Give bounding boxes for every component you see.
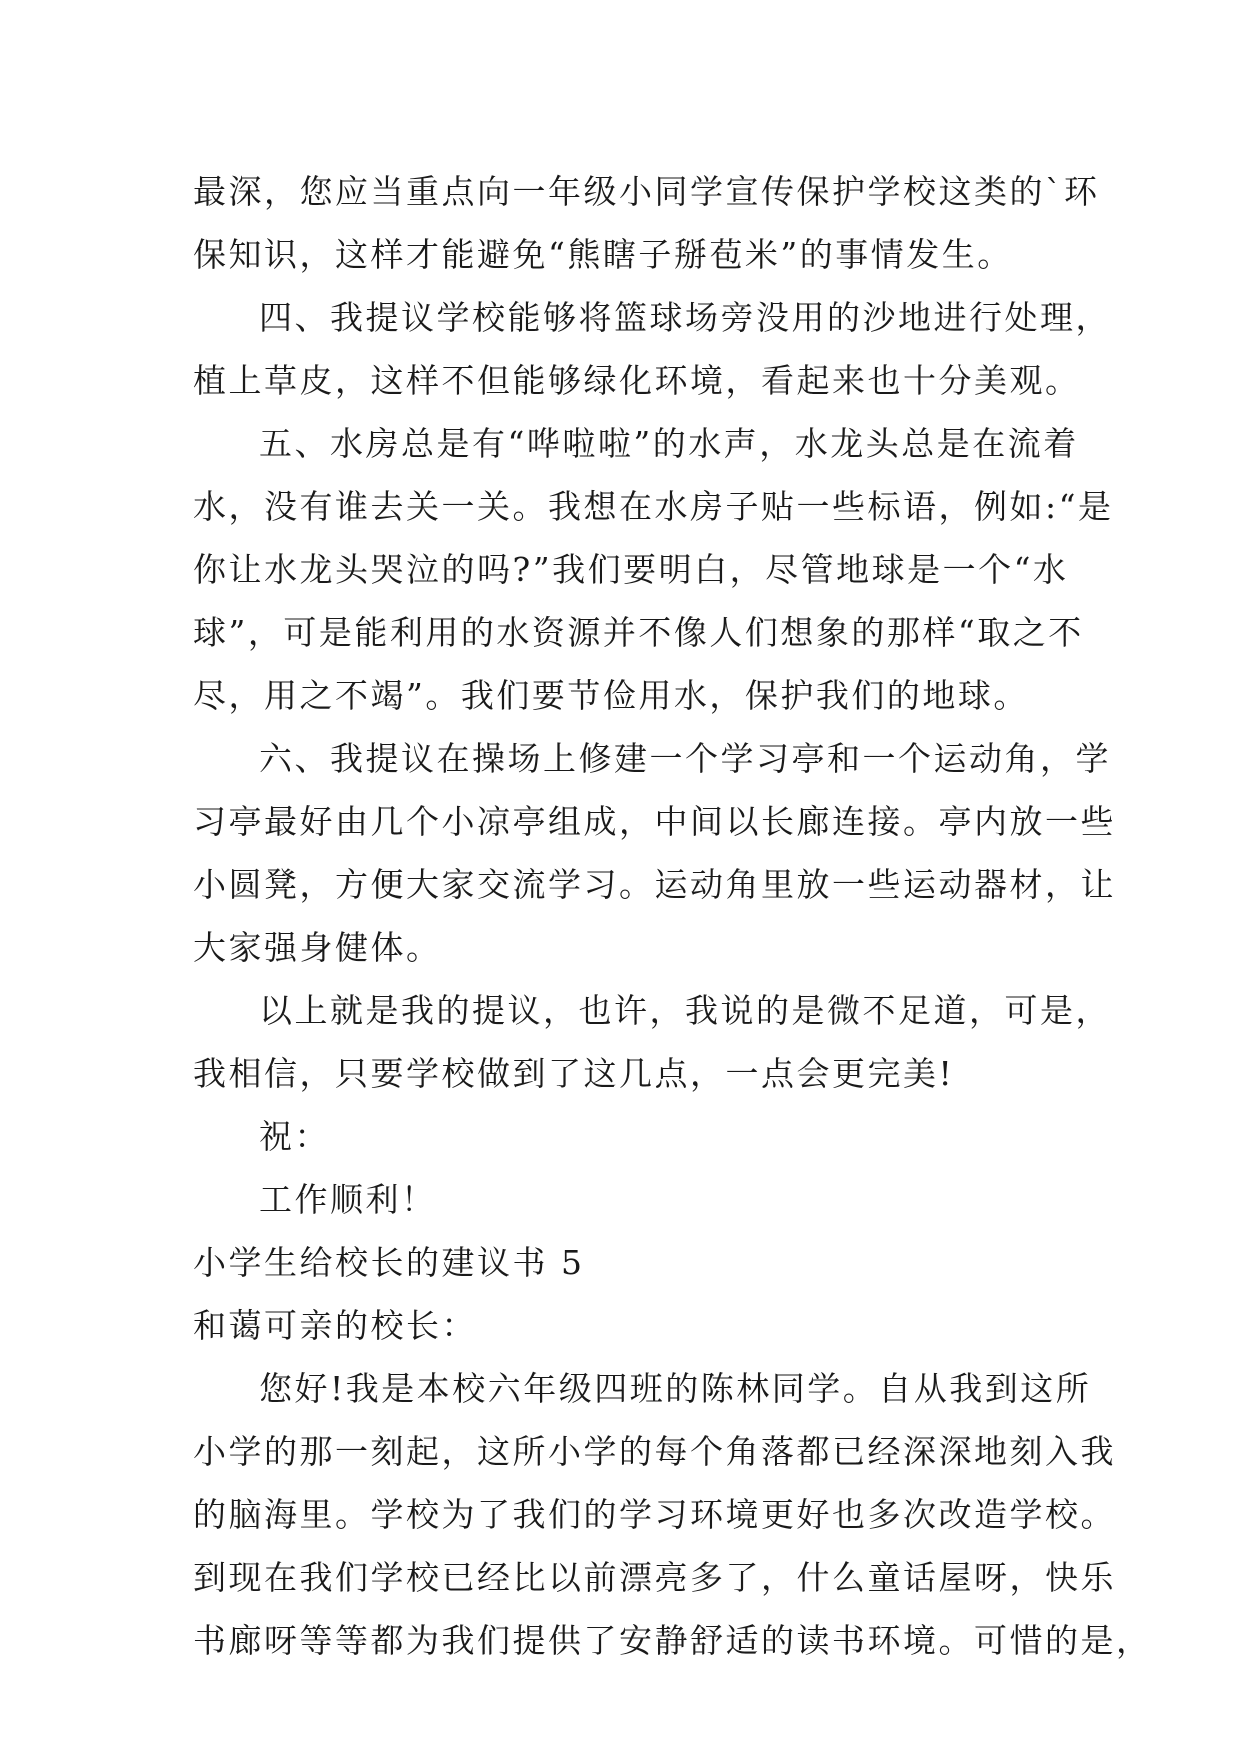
text-line: 大家强身健体。 — [193, 928, 442, 967]
text-line: 尽，用之不竭”。我们要节俭用水，保护我们的地球。 — [193, 676, 1029, 715]
text-line: 你让水龙头哭泣的吗?”我们要明白，尽管地球是一个“水 — [193, 550, 1069, 589]
text-line: 以上就是我的提议，也许，我说的是微不足道，可是， — [259, 991, 1111, 1030]
text-line: 到现在我们学校已经比以前漂亮多了，什么童话屋呀，快乐 — [193, 1558, 1116, 1597]
text-line: 的脑海里。学校为了我们的学习环境更好也多次改造学校。 — [193, 1495, 1116, 1534]
text-line: 我相信，只要学校做到了这几点，一点会更完美! — [193, 1054, 955, 1093]
text-line: 习亭最好由几个小凉亭组成，中间以长廊连接。亭内放一些 — [193, 802, 1116, 841]
text-line: 书廊呀等等都为我们提供了安静舒适的读书环境。可惜的是， — [193, 1621, 1152, 1660]
document-body — [193, 160, 1152, 1672]
text-line: 保知识，这样才能避免“熊瞎子掰苞米”的事情发生。 — [193, 235, 1013, 274]
text-line: 植上草皮，这样不但能够绿化环境，看起来也十分美观。 — [193, 361, 1081, 400]
text-line: 祝： — [259, 1117, 330, 1156]
salutation: 和蔼可亲的校长： — [193, 1306, 477, 1345]
text-line: 最深，您应当重点向一年级小同学宣传保护学校这类的`环 — [193, 172, 1100, 211]
section-title: 小学生给校长的建议书 5 — [193, 1243, 585, 1282]
text-line: 小圆凳，方便大家交流学习。运动角里放一些运动器材，让 — [193, 865, 1116, 904]
text-line: 四、我提议学校能够将篮球场旁没用的沙地进行处理， — [259, 298, 1111, 337]
text-line: 工作顺利！ — [259, 1180, 437, 1219]
text-line: 水，没有谁去关一关。我想在水房子贴一些标语，例如:“是 — [193, 487, 1114, 526]
text-line: 五、水房总是有“哗啦啦”的水声，水龙头总是在流着 — [259, 424, 1079, 463]
text-line: 小学的那一刻起，这所小学的每个角落都已经深深地刻入我 — [193, 1432, 1116, 1471]
text-line: 球”，可是能利用的水资源并不像人们想象的那样“取之不 — [193, 613, 1084, 652]
text-line: 六、我提议在操场上修建一个学习亭和一个运动角，学 — [259, 739, 1111, 778]
text-line: 您好!我是本校六年级四班的陈林同学。自从我到这所 — [259, 1369, 1092, 1408]
